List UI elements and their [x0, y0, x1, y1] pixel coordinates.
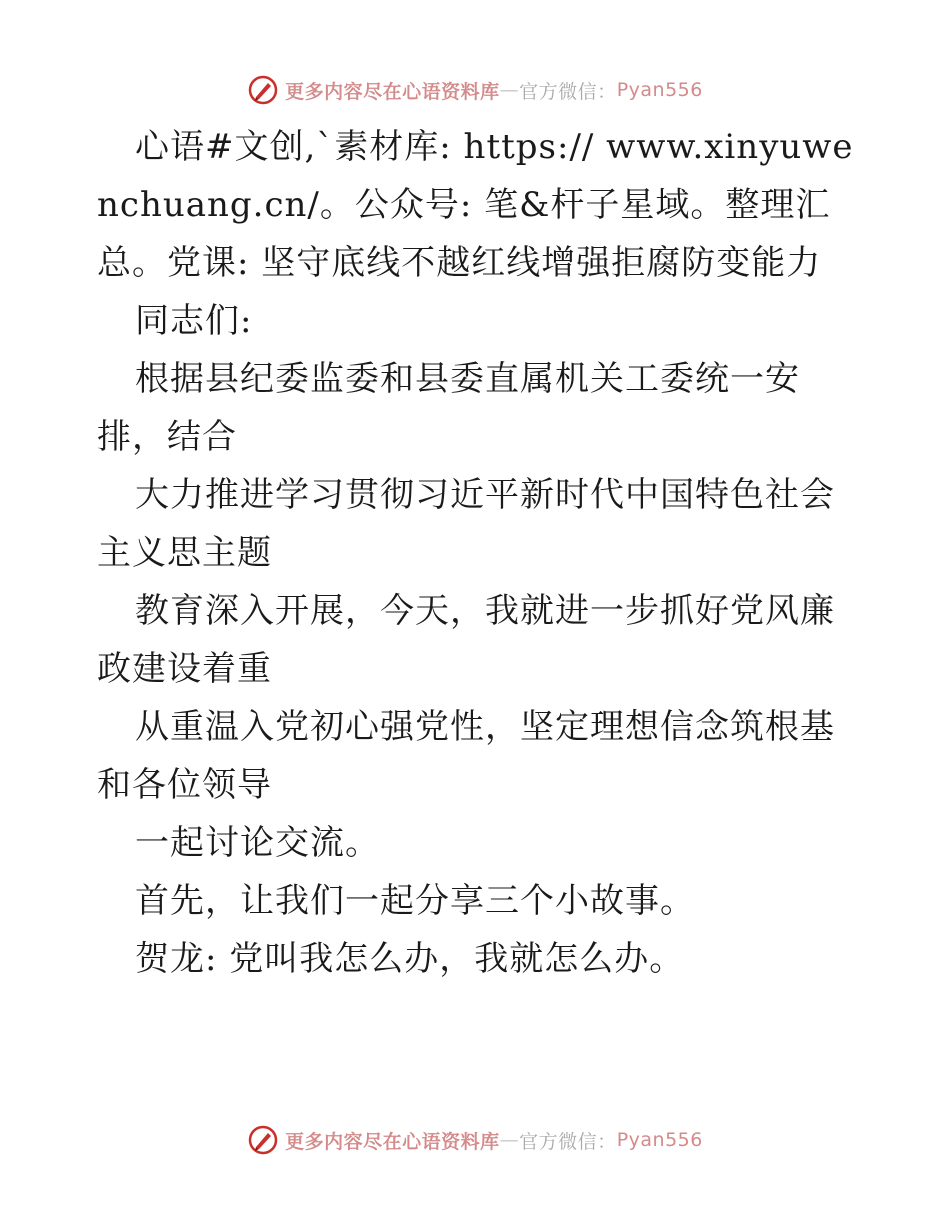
paragraph: 从重温入党初心强党性，坚定理想信念筑根基和各位领导	[97, 707, 835, 805]
watermark-dash: —	[499, 79, 520, 101]
paragraph: 根据县纪委监委和县委直属机关工委统一安排，结合	[97, 359, 800, 457]
footer-watermark	[0, 1120, 950, 1160]
document-body	[97, 118, 855, 988]
watermark-wechat-label: 官方微信：	[519, 1130, 617, 1153]
header-watermark	[0, 70, 950, 110]
watermark-main-text: 更多内容尽在心语资料库	[285, 80, 500, 103]
watermark-dash: —	[499, 1129, 520, 1151]
paragraph: 贺龙: 党叫我怎么办，我就怎么办。	[135, 939, 685, 979]
paragraph-intro: 心语#文创,`素材库: https:// www.xinyuwenchuang.cn/。公众号: 笔&杆子星域。整理汇总。党课: 坚守底线不越红线增强拒腐防变能力	[97, 127, 854, 283]
watermark-wechat-label: 官方微信：	[519, 80, 617, 103]
pen-logo-icon	[247, 1124, 279, 1156]
watermark-wechat-id: Pyan556	[616, 1129, 703, 1151]
watermark-wechat-id: Pyan556	[616, 79, 703, 101]
paragraph: 首先，让我们一起分享三个小故事。	[135, 881, 695, 921]
paragraph-greeting: 同志们:	[135, 301, 253, 341]
paragraph: 大力推进学习贯彻习近平新时代中国特色社会主义思主题	[97, 475, 835, 573]
watermark-main-text: 更多内容尽在心语资料库	[285, 1130, 500, 1153]
paragraph: 教育深入开展，今天，我就进一步抓好党风廉政建设着重	[97, 591, 835, 689]
pen-logo-icon	[247, 74, 279, 106]
paragraph: 一起讨论交流。	[135, 823, 380, 863]
